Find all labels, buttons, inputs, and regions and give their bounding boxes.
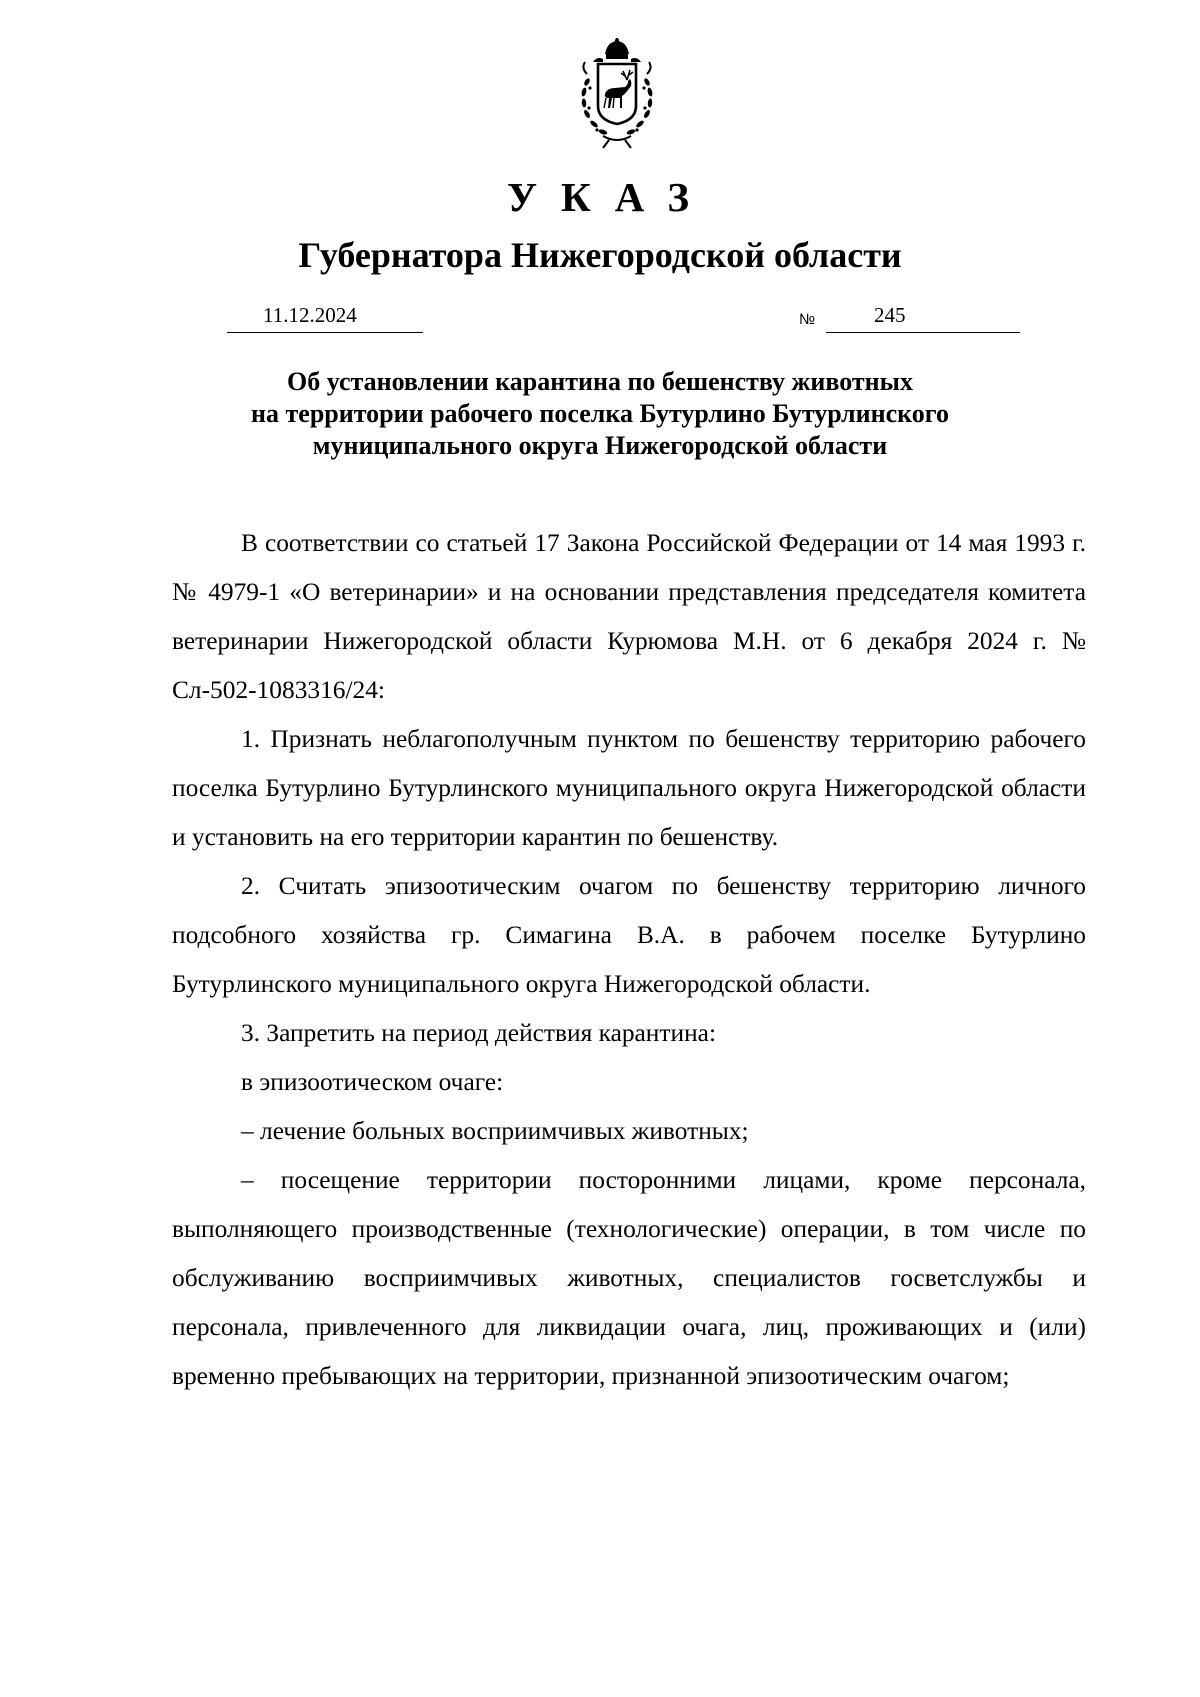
clause-1-paragraph: 1. Признать неблагополучным пунктом по бешенству территорию рабочего поселка Бутурлино Бутурлинского муниципального округа Нижегородской области и установить на его территории карантин по бешенству. bbox=[172, 725, 1086, 851]
issuer-heading: Губернатора Нижегородской области bbox=[298, 235, 902, 275]
document-number: 245 bbox=[874, 303, 906, 327]
clause-3-subheading: в эпизоотическом очаге: bbox=[241, 1068, 504, 1096]
nizhny-novgorod-coat-of-arms-icon bbox=[567, 38, 667, 150]
date-field bbox=[227, 302, 423, 333]
document-type-heading: УКАЗ bbox=[506, 174, 714, 220]
number-sign: № bbox=[799, 311, 816, 328]
clause-2-paragraph: 2. Считать эпизоотическим очагом по бешенству территорию личного подсобного хозяйства гр. Симагина В.А. в рабочем поселке Бутурлино Бутурлинского муниципального округа Нижегородской области. bbox=[172, 872, 1086, 998]
clause-3-item: – лечение больных восприимчивых животных; bbox=[241, 1117, 749, 1145]
title-line: муниципального округа Нижегородской области bbox=[312, 431, 888, 460]
title-line: Об установлении карантина по бешенству животных bbox=[287, 367, 913, 396]
document-date: 11.12.2024 bbox=[263, 303, 357, 327]
clause-3-paragraph: 3. Запретить на период действия карантина: bbox=[241, 1019, 716, 1047]
preamble-paragraph: В соответствии со статьей 17 Закона Российской Федерации от 14 мая 1993 г. № 4979-1 «О ветеринарии» и на основании представления председателя комитета ветеринарии Нижегородской области Курюмова М.Н. от 6 декабря 2024 г. № Сл-502-1083316/24: bbox=[172, 529, 1086, 704]
clause-3-item: – посещение территории посторонними лицами, кроме персонала, выполняющего производственные (технологические) операции, в том числе по обслуживанию восприимчивых животных, специалистов госветслужбы и персонала, привлеченного для ликвидации очага, лиц, проживающих и (или) временно пребывающих на территории, признанной эпизоотическим очагом; bbox=[172, 1166, 1086, 1390]
number-field bbox=[826, 302, 1020, 333]
document-title bbox=[0, 366, 1200, 462]
document-body bbox=[172, 519, 1086, 1401]
title-line: на территории рабочего поселка Бутурлино Бутурлинского bbox=[251, 399, 949, 428]
